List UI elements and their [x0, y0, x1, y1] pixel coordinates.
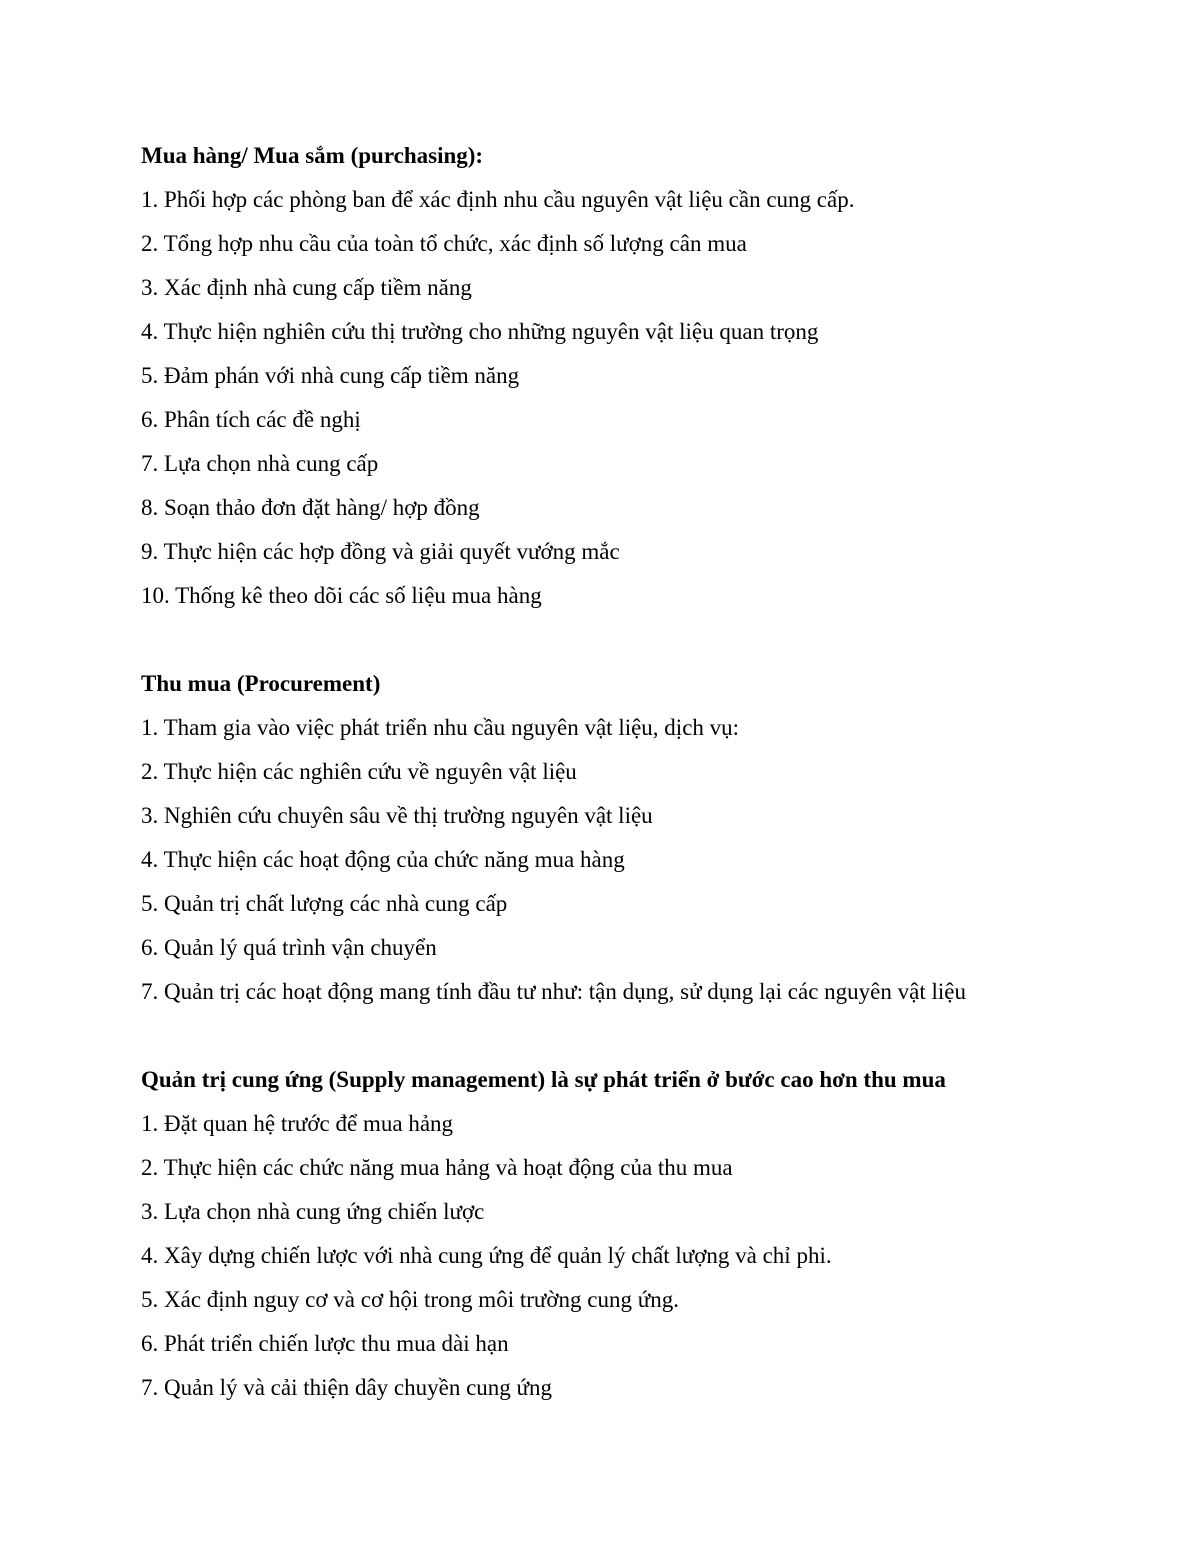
section-purchasing — [141, 134, 1161, 618]
document-content — [141, 134, 1161, 1454]
section-heading: Mua hàng/ Mua sắm (purchasing): — [141, 143, 484, 168]
list-item: 1. Đặt quan hệ trước để mua hảng — [141, 1111, 454, 1136]
list-item: 5. Đảm phán với nhà cung cấp tiềm năng — [141, 363, 520, 388]
list-item: 4. Thực hiện nghiên cứu thị trường cho những nguyên vật liệu quan trọng — [141, 319, 819, 344]
list-item: 7. Quản trị các hoạt động mang tính đầu tư như: tận dụng, sử dụng lại các nguyên vật liệu — [141, 979, 966, 1004]
list-item: 7. Quản lý và cải thiện dây chuyền cung ứng — [141, 1375, 553, 1400]
section-supply-management — [141, 1058, 1161, 1410]
list-item: 9. Thực hiện các hợp đồng và giải quyết vướng mắc — [141, 539, 620, 564]
list-item: 6. Quản lý quá trình vận chuyển — [141, 935, 437, 960]
list-item: 4. Thực hiện các hoạt động của chức năng mua hàng — [141, 847, 625, 872]
list-item: 4. Xây dựng chiến lược với nhà cung ứng để quản lý chất lượng và chỉ phi. — [141, 1243, 832, 1268]
list-item: 3. Lựa chọn nhà cung ứng chiến lược — [141, 1199, 485, 1224]
list-item: 6. Phân tích các đề nghị — [141, 407, 361, 432]
list-item: 1. Phối hợp các phòng ban để xác định nhu cầu nguyên vật liệu cần cung cấp. — [141, 187, 855, 212]
list-item: 1. Tham gia vào việc phát triển nhu cầu nguyên vật liệu, dịch vụ: — [141, 715, 740, 740]
list-item: 2. Thực hiện các chức năng mua hảng và hoạt động của thu mua — [141, 1155, 733, 1180]
list-item: 6. Phát triển chiến lược thu mua dài hạn — [141, 1331, 509, 1356]
list-item: 2. Thực hiện các nghiên cứu về nguyên vật liệu — [141, 759, 577, 784]
list-item: 5. Quản trị chất lượng các nhà cung cấp — [141, 891, 508, 916]
list-item: 10. Thống kê theo dõi các số liệu mua hàng — [141, 583, 542, 608]
list-item: 3. Xác định nhà cung cấp tiềm năng — [141, 275, 472, 300]
section-heading: Thu mua (Procurement) — [141, 671, 381, 696]
section-heading: Quản trị cung ứng (Supply management) là sự phát triển ở bước cao hơn thu mua — [141, 1067, 946, 1092]
section-procurement — [141, 662, 1161, 1014]
list-item: 2. Tổng hợp nhu cầu của toàn tổ chức, xác định số lượng cân mua — [141, 231, 747, 256]
list-item: 3. Nghiên cứu chuyên sâu về thị trường nguyên vật liệu — [141, 803, 653, 828]
list-item: 5. Xác định nguy cơ và cơ hội trong môi trường cung ứng. — [141, 1287, 679, 1312]
list-item: 7. Lựa chọn nhà cung cấp — [141, 451, 379, 476]
list-item: 8. Soạn thảo đơn đặt hàng/ hợp đồng — [141, 495, 480, 520]
